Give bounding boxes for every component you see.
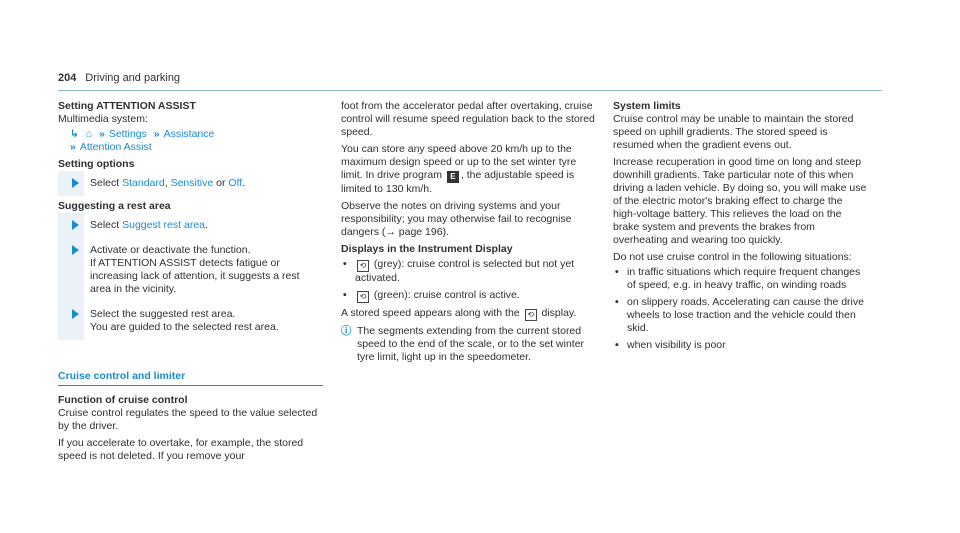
paragraph: Increase recuperation in good time on long and steep downhill gradients. Take particular note of this when driving a laden vehicle. By doing so, you will make use of the electric motor's braking effect to charge the high-voltage battery. This relieves the load on the brake system and prevents the brakes from overheating and wearing too quickly. — [613, 156, 867, 246]
bullet: • — [615, 339, 619, 351]
info-icon: ⓘ — [341, 325, 352, 337]
suggest-step-3 — [58, 302, 323, 340]
bullet: • — [615, 296, 619, 308]
menu-attention-assist[interactable]: Attention Assist — [79, 141, 152, 153]
step-arrow-icon — [72, 178, 79, 188]
step-arrow-icon — [72, 309, 79, 319]
function-heading: Function of cruise control — [58, 394, 188, 406]
paragraph-text: A stored speed appears along with the — [341, 307, 520, 319]
page-section-title: Driving and parking — [85, 72, 181, 84]
paragraph: Do not use cruise control in the following situations: — [613, 251, 852, 263]
chevron-icon: » — [153, 128, 160, 140]
step-arrow-icon — [72, 220, 79, 230]
step-text: Select — [90, 219, 120, 231]
list-text: when visibility is poor — [627, 339, 726, 351]
menu-path — [58, 128, 323, 154]
cruise-section-heading: Cruise control and limiter — [58, 370, 323, 386]
step-text: Select — [90, 177, 120, 189]
list-text: on slippery roads. Accelerating can cause the drive wheels to lose traction and the vehicle could then skid. — [627, 296, 864, 334]
option-sensitive[interactable]: Sensitive — [170, 177, 214, 189]
paragraph: Observe the notes on driving systems and your responsibility; you may otherwise fail to recognise dangers (→ page 196). — [341, 200, 572, 238]
step-text: You are guided to the selected rest area. — [90, 321, 279, 333]
cruise-control-icon: ⟲ — [357, 291, 369, 303]
menu-settings[interactable]: Settings — [108, 128, 147, 140]
paragraph: foot from the accelerator pedal after overtaking, cruise control will resume speed regulation back to the stored speed. — [341, 100, 595, 138]
step-text: or — [216, 177, 226, 189]
list-text: (green): cruise control is active. — [373, 289, 520, 301]
option-off[interactable]: Off — [228, 177, 243, 189]
bullet: • — [343, 258, 347, 270]
step-arrow-icon — [72, 245, 79, 255]
step-bar — [58, 302, 84, 340]
bullet: • — [615, 266, 619, 278]
system-limits-heading: System limits — [613, 100, 681, 112]
setting-heading: Setting ATTENTION ASSIST — [58, 100, 196, 112]
page-number: 204 — [58, 72, 77, 84]
step-text: Activate or deactivate the function. — [90, 244, 251, 256]
function-paragraph: If you accelerate to overtake, for example, the stored speed is not deleted. If you remove your — [58, 437, 304, 462]
list-text: (grey): cruise control is selected but not yet activated. — [355, 258, 575, 284]
situation-list — [613, 266, 868, 352]
option-step: Select Standard, Sensitive or Off. — [58, 171, 323, 196]
cruise-control-icon: ⟲ — [525, 309, 537, 321]
suggest-heading: Suggesting a rest area — [58, 200, 171, 212]
return-arrow-icon: ↳ — [70, 128, 79, 140]
suggest-rest-area-link[interactable]: Suggest rest area — [122, 219, 205, 231]
paragraph: Cruise control may be unable to maintain the stored speed on uphill gradients. The stored speed is resumed when the gradient evens out. — [613, 113, 854, 151]
paragraph — [341, 143, 596, 196]
list-item — [613, 296, 868, 335]
list-item — [341, 289, 596, 303]
list-text: in traffic situations which require frequent changes of speed, e.g. in heavy traffic, on winding roads — [627, 266, 861, 291]
multimedia-label: Multimedia system: — [58, 113, 148, 125]
info-note — [341, 325, 596, 364]
page-header — [58, 72, 882, 91]
home-icon: ⌂ — [85, 128, 93, 140]
step-bar — [58, 213, 84, 238]
function-paragraph: Cruise control regulates the speed to the value selected by the driver. — [58, 407, 318, 432]
paragraph-text: , the adjustable speed is limited to 130 km/h. — [341, 169, 575, 195]
chevron-icon: » — [70, 141, 76, 153]
step-text: Select the suggested rest area. — [90, 308, 236, 320]
chevron-icon: » — [99, 128, 105, 140]
display-list — [341, 258, 596, 303]
options-heading: Setting options — [58, 158, 135, 170]
column-left — [58, 100, 323, 463]
suggest-step-2 — [58, 238, 323, 302]
column-right — [613, 100, 868, 356]
option-standard[interactable]: Standard — [122, 177, 165, 189]
column-middle — [341, 100, 596, 364]
step-bar — [58, 238, 84, 302]
list-item — [341, 258, 596, 285]
suggest-step-1: Select Suggest rest area. — [58, 213, 323, 238]
paragraph-text: You can store any speed above 20 km/h up to the maximum design speed or up to the set winter tyre limit. In drive program — [341, 143, 577, 181]
step-bar — [58, 171, 84, 196]
eco-drive-program-icon: E — [447, 171, 459, 183]
paragraph-text: display. — [541, 307, 577, 319]
note-text: The segments extending from the current stored speed to the end of the scale, or to the set winter tyre limit, light up in the speedometer. — [357, 325, 585, 363]
list-item — [613, 339, 868, 352]
paragraph — [341, 307, 596, 321]
step-text: If ATTENTION ASSIST detects fatigue or increasing lack of attention, it suggests a rest area in the vicinity. — [90, 257, 300, 295]
menu-assistance[interactable]: Assistance — [163, 128, 215, 140]
displays-heading: Displays in the Instrument Display — [341, 243, 513, 255]
list-item — [613, 266, 868, 292]
cruise-control-icon: ⟲ — [357, 260, 369, 272]
bullet: • — [343, 289, 347, 301]
